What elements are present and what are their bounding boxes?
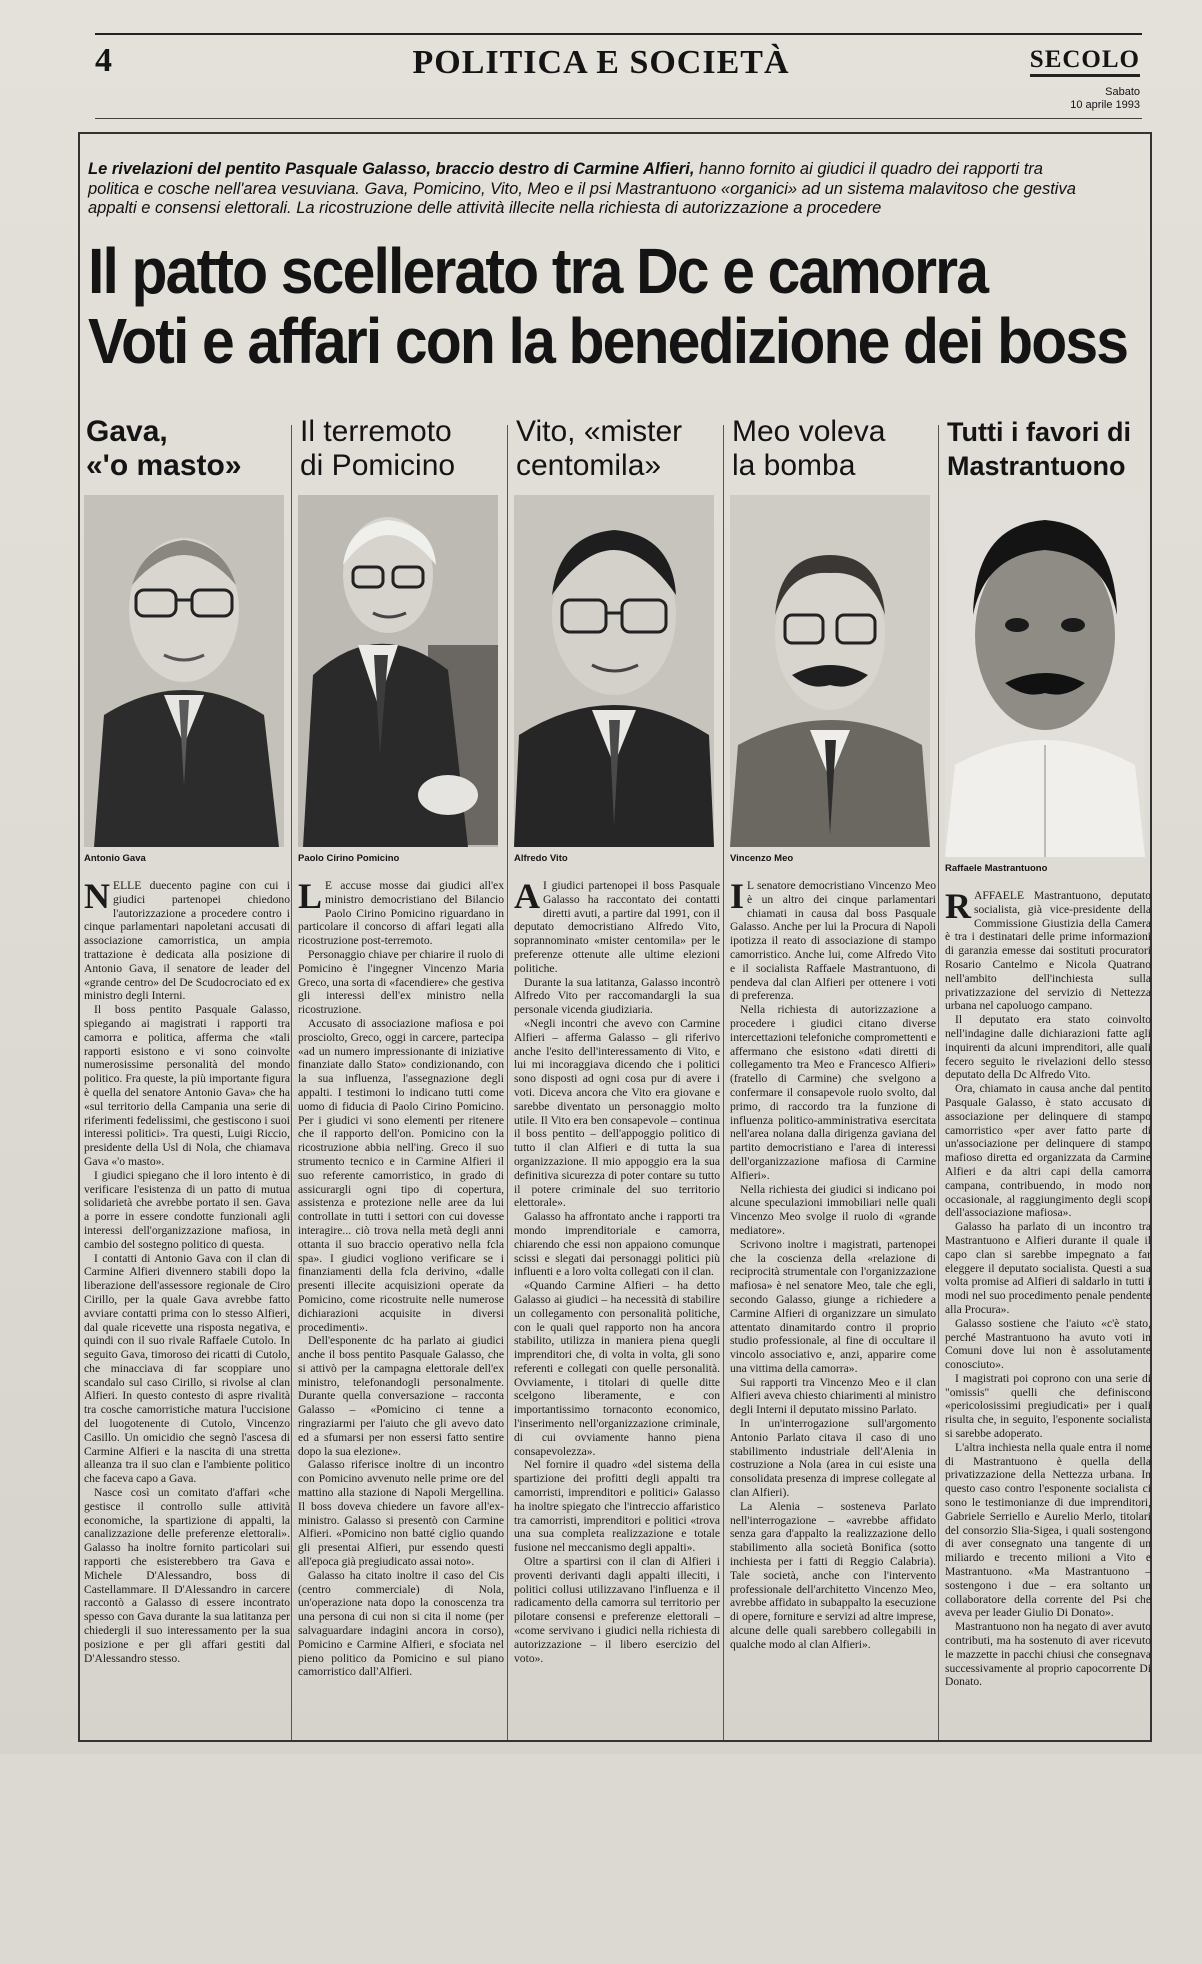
paragraph: L E accuse mosse dai giudici all'ex ministro democristiano del Bilancio Paolo Cirino Pomicino riguardano in particolare il concorso di affari legati alla ricostruzione post-terremoto. <box>298 879 504 948</box>
paragraph: I contatti di Antonio Gava con il clan di Carmine Alfieri divennero stabili dopo la liberazione dell'assessore regionale de Ciro Cirillo, per la quale Gava avrebbe fatto avviare contatti prima con lo stesso Alfieri, dal quale ricevette una risposta negativa, e quindi con il suo rivale Raffaele Cutolo. In seguito Gava, timoroso dei ricatti di Cutolo, che minacciava di far scoppiare uno scandalo sul caso Cirillo, si rivolse al clan Alfieri. In questo contesto di aspre rivalità tra cosche camorristiche matura l'uccisione del luogotenente di Cutolo, Vincenzo Casillo. Un omicidio che segnò l'ascesa di Carmine Alfieri e la nascita di una stretta alleanza tra il suo clan e l'ambiente politico che faceva capo a Gava. <box>84 1251 290 1486</box>
column-title <box>732 415 936 495</box>
issue-day: Sabato <box>1105 86 1140 98</box>
column-title-line-1: Meo voleva <box>732 415 886 448</box>
photo-caption: Paolo Cirino Pomicino <box>298 853 400 864</box>
kicker-rest: hanno fornito ai giudici il quadro dei rapporti tra politica e cosche nell'area vesuviana. Gava, Pomicino, Vito, Meo e il psi Mastrantuono «organici» ad un sistema malavitoso che gestiva appalti e consensi elettorali. La ricostruzione delle attività illecite nella richiesta di autorizzazione a procedere <box>88 160 1076 217</box>
column-body <box>945 889 1151 1954</box>
paragraph: Il boss pentito Pasquale Galasso, spiegando ai magistrati i rapporti tra camorra e politica, afferma che «tali rapporti esistono e vi sono coinvolte numerosissime personalità del mondo politico. Fra queste, la più importante figura è quella del senatore Antonio Gava» che ha «sul territorio della Campania una serie di riferimenti fedelissimi, che gestiscono i suoi interessi politici». Tra questi, Luigi Riccio, presidente della Usl di Nola, che chiamava Gava «'o masto». <box>84 1003 290 1168</box>
article-column-gava <box>84 415 290 1964</box>
paragraph: Mastrantuono non ha negato di aver avuto contributi, ma ha sostenuto di aver ricevuto le mazzette in pacchi chiusi che consegnava successivamente al proprio capocorrente Di Donato. <box>945 1620 1151 1689</box>
paragraph: A I giudici partenopei il boss Pasquale Galasso ha raccontato dei contatti diretti avuti, a partire dal 1991, con il deputato democristiano Alfredo Vito, soprannominato «mister centomila» per le preferenze ottenute alle ultime elezioni politiche. <box>514 879 720 975</box>
dropcap: A <box>514 879 540 916</box>
kicker-lead: Le rivelazioni del pentito Pasquale Galasso, braccio destro di Carmine Alfieri, <box>88 160 695 178</box>
portrait-photo-gava <box>84 495 284 847</box>
column-title <box>947 415 1151 495</box>
paragraph: In un'interrogazione sull'argomento Antonio Parlato citava il caso di uno stabilimento industriale dell'Alenia in costruzione a Nola (area in cui esiste una consolidata presenza di imprese collegate al clan Alfieri). <box>730 1417 936 1500</box>
paragraph: I giudici spiegano che il loro intento è di verificare l'esistenza di un patto di mutua solidarietà che avrebbe portato il sen. Gava a porre in essere condotte funzionali agli interessi dell'organizzazione mafiosa, in cambio del sostegno politico di questa. <box>84 1168 290 1251</box>
portrait-photo-pomicino <box>298 495 498 847</box>
column-title <box>516 415 720 495</box>
paragraph: L'altra inchiesta nella quale entra il nome di Mastrantuono è quella della privatizzazione della Nettezza urbana. In questo caso contro l'esponente socialista ci sono le testimonianze di due imprenditori, Gabriele Serriello e Aurelio Merlo, titolari del consorzio Slia-Sigea, i quali sostengono di aver consegnato una tangente di un miliardo e trecento milioni a Vito e Mastrantuono. «Ma Mastrantuono – sostengono i due – era soltanto un collaboratore della corrente del Psi che aveva per leader Giulio Di Donato». <box>945 1440 1151 1620</box>
dropcap: N <box>84 879 110 916</box>
article-kicker <box>88 160 1083 219</box>
paragraph: Scrivono inoltre i magistrati, partenopei che la coscienza della «relazione di reciprocità strumentale con l'organizzazione mafiosa» è nel senatore Meo, tale che egli, secondo Galasso, giunge a richiedere a Carmine Alfieri di organizzare un simulato attentato dinamitardo contro il proprio studio professionale, al fine di occultare il vincolo associativo e, anzi, apparire come una vittima della camorra». <box>730 1237 936 1375</box>
newspaper-brand: SECOLO <box>1030 46 1140 77</box>
page-number: 4 <box>95 42 112 79</box>
paragraph: Durante la sua latitanza, Galasso incontrò Alfredo Vito per raccomandargli la sua personale vicenda giudiziaria. <box>514 975 720 1017</box>
paragraph: «Quando Carmine Alfieri – ha detto Galasso ai giudici – ha necessità di stabilire un collegamento con personalità politiche, con le quali quel rapporto non ha ancora stabilito, utilizza in maniera piena quegli imprenditori che, di volta in volta, gli sono referenti e collegati con quelle personalità. Ovviamente, i titolari di quelle ditte scelgono liberamente, e con importantissimo tornaconto economico, l'inserimento nell'organizzazione criminale, di cui ovviamente hanno piena consapevolezza». <box>514 1279 720 1458</box>
paragraph: Galasso ha affrontato anche i rapporti tra mondo imprenditoriale e camorra, chiarendo che essi non appaiono comunque scissi e slegati dai personaggi politici più influenti e a loro volta collegati con il clan. <box>514 1210 720 1279</box>
portrait-photo-vito <box>514 495 714 847</box>
paragraph: Ora, chiamato in causa anche dal pentito Pasquale Galasso, è stato accusato di associazione per delinquere di stampo camorristico «per aver fatto parte di un'associazione per delinquere di stampo mafioso diretta ed organizzata da Carmine Alfieri e da altri capi della camorra campana, contribuendo, in modo non occasionale, al raggiungimento degli scopi dell'associazione mafiosa». <box>945 1082 1151 1220</box>
photo-caption: Alfredo Vito <box>514 853 568 864</box>
paragraph: Galasso ha citato inoltre il caso del Cis (centro commerciale) di Nola, un'operazione nata dopo la conoscenza tra una persona di cui non si cita il nome (per salvaguardare indagini ancora in corso), Pomicino e Carmine Alfieri, e sfociata nel pieno politico da Pomicino e sul piano camorristico dall'Alfieri. <box>298 1568 504 1679</box>
paragraph: I L senatore democristiano Vincenzo Meo è un altro dei cinque parlamentari chiamati in causa dal boss Pasquale Galasso. Anche per lui la Procura di Napoli ipotizza il reato di associazione di stampo camorristico. Anche lui, come Alfredo Vito e il socialista Raffaele Mastrantuono, di pendeva dal clan Alfieri per ottenere i voti di preferenza. <box>730 879 936 1003</box>
column-body <box>514 879 720 1964</box>
dropcap: R <box>945 889 971 926</box>
headline-line-1: Il patto scellerato tra Dc e camorra <box>88 235 988 307</box>
dropcap: L <box>298 879 323 916</box>
paragraph: I magistrati poi coprono con una serie di "omissis" quelli che definiscono «pericolosissimi pregiudicati» per i quali risulta che, in seguito, l'esponente socialista si sarebbe adoperato. <box>945 1371 1151 1441</box>
column-body <box>730 879 936 1964</box>
paragraph: La Alenia – sosteneva Parlato nell'interrogazione – «avrebbe affidato senza gara d'appalto la realizzazione dello stabilimento alla società Bonifica (sotto inchiesta per i fatti di Reggio Calabria). Tale società, anche con l'intervento professionale dell'architetto Vincenzo Meo, avrebbe affidato in subappalto la esecuzione di opere, forniture e servizi ad altre imprese, alcune delle quali sarebbero collegabili in qualche modo al clan Alfieri». <box>730 1499 936 1651</box>
article-column-pomicino <box>298 415 504 1964</box>
column-title-line-2: di Pomicino <box>300 449 456 482</box>
column-separator <box>723 425 724 1740</box>
column-title-line-2: la bomba <box>732 449 856 482</box>
paragraph: Nel fornire il quadro «del sistema della spartizione dei profitti degli appalti tra camorristi, imprenditori e politici» Galasso ha inoltre spiegato che l'intreccio affaristico tra camorristi, imprenditori e politici «trova una sua completa realizzazione e totale fusione nel meccanismo degli appalti». <box>514 1458 720 1555</box>
paragraph: Galasso riferisce inoltre di un incontro con Pomicino avvenuto nelle prime ore del mattino alla stazione di Napoli Mergellina. Il boss doveva chiedere un favore all'ex-ministro. Galasso si presentò con Carmine Alfieri. «Pomicino non batté ciglio quando gli presentai Alfieri, pur essendo questi all'epoca già pregiudicato assai noto». <box>298 1458 504 1569</box>
column-separator <box>507 425 508 1740</box>
column-title-line-1: Vito, «mister <box>516 415 683 448</box>
portrait-photo-meo <box>730 495 930 847</box>
paragraph: Sui rapporti tra Vincenzo Meo e il clan Alfieri aveva chiesto chiarimenti al ministro degli Interni il deputato missino Parlato. <box>730 1375 936 1417</box>
paragraph: RAFFAELE Mastrantuono, deputato socialista, già vice-presidente della Commissione Giustizia della Camera è tra i destinatari delle prime informazioni di garanzia emesse dai sostituti procuratori Rosario Cantelmo e Nicola Quatrano nell'ambito dell'inchiesta sulla privatizzazione del servizio di Nettezza urbana nel capoluogo campano. <box>945 889 1151 1013</box>
paragraph: Accusato di associazione mafiosa e poi prosciolto, Greco, oggi in carcere, partecipa «ad un numero impressionante di iniziative finanziate dallo Stato» condizionando, con la sua influenza, l'assegnazione degli appalti. I testimoni lo indicano tutti come uomo di fiducia di Paolo Cirino Pomicino. Per i giudici vi sono elementi per ritenere che il rapporto dell'on. Pomicino con la ricostruzione abbia nell'ing. Greco il suo strumento tecnico e in Carmine Alfieri il suo referente camorristico, in grado di assicurargli ogni tipo di copertura, assistenza e protezione nelle aree da lui controllate in tutti i settori con cui dovesse interagire... ciò trova nella metà degli anni ottanta il suo braccio operativo nella fcla spa». I giudici vogliono verificare se i finanziamenti della fcla derivino, «dalle presenti illecite acquisizioni operate da Pomicino, come ricostruite nelle numerose dichiarazioni acquisite in diversi procedimenti». <box>298 1016 504 1334</box>
portrait-photo-mastrantuono <box>945 495 1145 857</box>
column-title-line-2: centomila» <box>516 449 662 482</box>
article-column-vito <box>514 415 720 1964</box>
column-separator <box>291 425 292 1740</box>
column-body <box>84 879 290 1964</box>
paragraph: Dell'esponente dc ha parlato ai giudici anche il boss pentito Pasquale Galasso, che si attivò per la campagna elettorale dell'ex ministro, telefonandogli personalmente. Durante quella conversazione – racconta Galasso – «Pomicino ci tenne a ringraziarmi per l'aiuto che gli avevo dato ed a sfumarsi per non essersi fatto sentire dopo la sua elezione». <box>298 1334 504 1458</box>
column-title-line-1: Tutti i favori di <box>947 417 1131 447</box>
column-title-line-1: Il terremoto <box>300 415 452 448</box>
issue-date: 10 aprile 1993 <box>1070 99 1140 111</box>
article-column-mastrantuono <box>945 415 1151 1954</box>
column-separator <box>938 425 939 1740</box>
masthead-top-rule <box>95 33 1142 35</box>
column-title <box>300 415 504 495</box>
paragraph: Nella richiesta dei giudici si indicano poi alcune speculazioni immobiliari nelle quali Vincenzo Meo svolge il ruolo di «grande mediatore». <box>730 1182 936 1237</box>
paragraph: Oltre a spartirsi con il clan di Alfieri i proventi derivanti dagli appalti illeciti, i politici collusi utilizzavano l'influenza e il radicamento della camorra sul territorio per pilotare consensi e preferenze elettorali – «come servivano i giudici nella richiesta di autorizzazione – il libero esercizio del voto». <box>514 1555 720 1665</box>
column-body <box>298 879 504 1964</box>
photo-caption: Vincenzo Meo <box>730 853 794 864</box>
photo-caption: Raffaele Mastrantuono <box>945 863 1048 874</box>
paragraph: Nella richiesta di autorizzazione a procedere i giudici citano diverse intercettazioni telefoniche compromettenti e affermano che esistono «dati diretti di collegamento tra Meo e Francesco Alfieri» (fratello di Carmine) che svelgono a confermare il consapevole ruolo svolto, dal primo, di raccordo tra la funzione di influenza politico-amministrativa esercitata nell'area nolana dalla dirigenza gaviana del partito democristiano e l'area di interessi dell'organizzazione mafiosa di Carmine Alfieri». <box>730 1003 936 1182</box>
paragraph: Personaggio chiave per chiarire il ruolo di Pomicino è l'ingegner Vincenzo Maria Greco, una sorta di «facendiere» che gestiva gli interessi dell'ex ministro nella ricostruzione. <box>298 947 504 1017</box>
paragraph: Nasce così un comitato d'affari «che gestisce il controllo sulle attività economiche, la spartizione di appalti, la canalizzazione delle preferenze elettorali». Galasso ha inoltre fornito particolari sui rapporti che esisterebbero tra Gava e Michele D'Alessandro, boss di Castellammare. Il D'Alessandro in carcere raccontò a Galasso di essere incontrato spesso con Gava durante la sua latitanza per chiedergli il suo interessamento per la sua posizione e per gli affari gestiti dal D'Alessandro stesso. <box>84 1486 290 1665</box>
photo-caption: Antonio Gava <box>84 853 146 864</box>
section-title: POLITICA E SOCIETÀ <box>412 44 790 81</box>
paragraph: Il deputato era stato coinvolto nell'indagine dalle dichiarazioni fatte agli inquirenti da alcuni imprenditori, alle quali fecero seguito le rivelazioni dello stesso deputato della Dc Alfredo Vito. <box>945 1013 1151 1082</box>
paragraph: Galasso sostiene che l'aiuto «c'è stato, perché Mastrantuono ha avuto voti in Comuni dove lui non è assolutamente conosciuto». <box>945 1316 1151 1372</box>
paragraph: NELLE duecento pagine con cui i giudici partenopei chiedono l'autorizzazione a procedere contro i cinque parlamentari napoletani accusati di associazione camorristica, un ampia trattazione è dedicata alla posizione di Antonio Gava, il senatore de leader del «grande centro» del De Scudocrociato ed ex ministro degli Interni. <box>84 879 290 1003</box>
paragraph: Galasso ha parlato di un incontro tra Mastrantuono e Alfieri durante il quale il capo clan si sarebbe impegnato a far eleggere il deputato socialista. Questi a sua volta promise ad Alfieri di saldarlo in tutti i modi nel suo procedimento penale pendente alla Procura». <box>945 1220 1151 1316</box>
column-title <box>86 415 290 495</box>
headline-line-2: Voti e affari con la benedizione dei boss <box>88 305 1128 377</box>
paragraph: «Negli incontri che avevo con Carmine Alfieri – afferma Galasso – gli riferivo anche l'esito dell'interessamento di Vito, e lui mi incoraggiava dicendo che i politici sono disposti ad ogni cosa pur di avere i voti. Diceva ancora che Vito era giovane e sarebbe diventato un personaggio molto utile. Il Vito era ben consapevole – continua il boss pentito – dell'appoggio politico di tutto il clan Alfieri e di tutta la sua organizzazione. Il mio appoggio era la sua definitiva sicurezza di poter contare su tutto il potere criminale del suo territorio elettorale». <box>514 1016 720 1210</box>
column-title-line-1: Gava, <box>86 415 168 448</box>
column-title-line-2: Mastrantuono <box>947 451 1126 481</box>
article-column-meo <box>730 415 936 1964</box>
column-title-line-2: «'o masto» <box>86 449 242 482</box>
dropcap: I <box>730 879 745 916</box>
masthead-bottom-rule <box>95 118 1142 119</box>
